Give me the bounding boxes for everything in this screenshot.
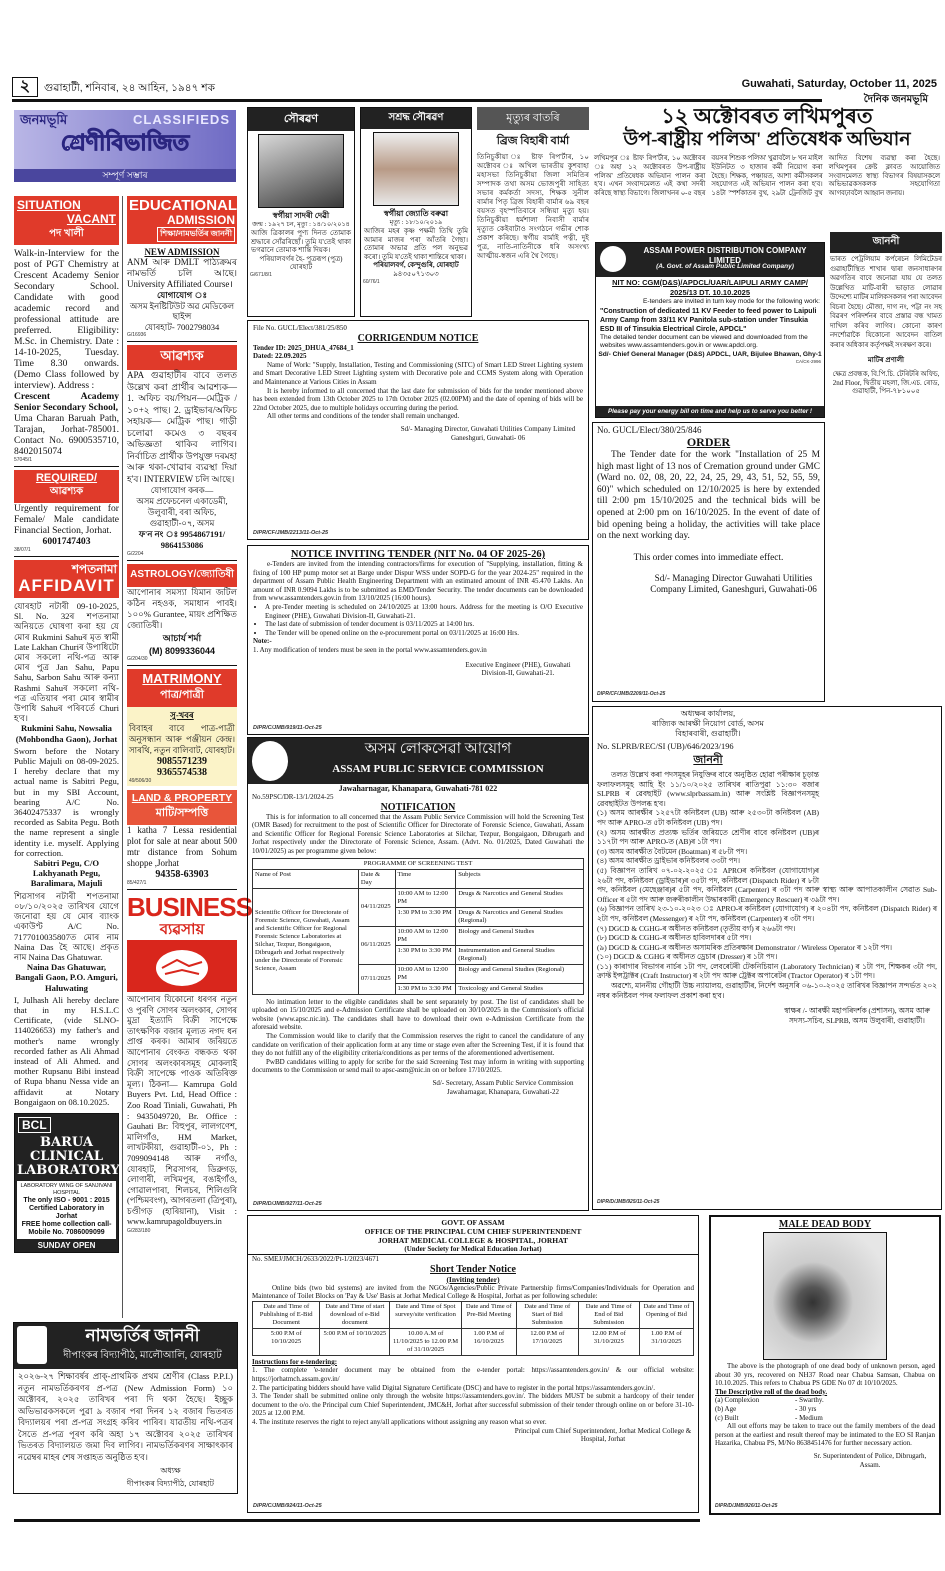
affidavit-h1: শপতনামা: [71, 562, 117, 576]
ad-code: 38/07/1: [14, 547, 31, 553]
bcl-ad: [14, 1113, 119, 1253]
column-header: Date & Day: [358, 869, 395, 888]
ad-code: G/283/180: [127, 1228, 151, 1235]
obituary-2: [360, 107, 472, 317]
subject-cell: Instrumentation and General Studies (Regional): [456, 945, 584, 964]
required-header: [14, 470, 119, 503]
affidavit-signer: Naina Das Ghatuwar, Bangali Gaon, P.O. Amguri, Haluwating: [15, 962, 118, 993]
instructions-title: Instructions for e-tendering:: [252, 1357, 338, 1366]
affidavit-signer: Rukmini Sahu, Nowsalia (Mohbondha Gaon), Jorhat: [15, 723, 118, 744]
table-row: [253, 1301, 694, 1328]
recruitment-item: (৩) অসম আৰক্ষীত বৈটমেন (Boatman) ৰ ৫৮টা পদ।: [597, 846, 748, 856]
ad-code: G/16936: [127, 332, 147, 338]
column-header: Time: [395, 869, 456, 888]
aboshyak-phone: ফ'ন নং ঃ 9954867191/ 9864153086: [138, 529, 226, 550]
apsc-body: This is for information to all concerned that the Assam Public Service Commission will hold the Screening Test (OMR Based) for recruitment to the post of Scientific Officer for Directorate of Forensic Science, Guwahati, Assam and Scientific Officer for Regional Forensic Science Laboratories at Silchar, Tezpur, Bongaigaon, Dibrugarh and Jorhat respectively under the Directorate of Forensic Science, Assam. (Advt. No. 01/2025, Dated Guwahati the 10/01/2025) as per programme given below:: [252, 812, 584, 855]
obituary-signer: পৰিয়ালবৰ্গৰ হৈ- পুত্ৰৰূপ (পুত্ৰ) যোৰহাট: [259, 254, 343, 272]
time-cell: 10:00 AM to 12:00 PM: [395, 926, 456, 945]
situation-h2: VACANT: [66, 212, 116, 226]
notification-heading: NOTIFICATION: [380, 801, 456, 813]
aboshyak-header: আৱশ্যক: [127, 345, 237, 370]
school-logo-icon: [17, 1326, 47, 1364]
work-name: Name of Work: "Supply, Installation, Testing and Commissioning (SITC) of Smart LED Street Lighting system and Smart Decorative LED Street Lighting system with Decorative pole and CCMS System along with Operation and Maintenance at Various Cities in Assam: [253, 360, 583, 386]
office-label: অধ্যক্ষৰ কাৰ্যালয়,: [680, 709, 736, 718]
nit-body: e-Tenders are invited from the intending contractors/firms for execution of "Supplying, installation, fitting & fixing of 100 HP pump motor set at Barge under Dispur WSS under SOPD-G for the year 2024-25" required in the department of Assam Public Health Engineering Department with an estimated amount of INR 45.470 Lakhs. An amount of INR 0.9094 Lakhs is to be submitted as EMD/Tender Security. The tender documents can be downloaded from www.assamtenders.gov.in from 13/10/2025 (16:00 hours).: [253, 560, 583, 603]
column-header: Date and Time of Spot survey/site verification: [390, 1301, 461, 1328]
astrology-header: ASTROLOGY/জ্যোতিষী: [127, 564, 237, 587]
bcl-logo: BCL: [18, 1117, 51, 1133]
notice-body: The above is the photograph of one dead body of unknown person, aged about 30 yrs, recovered on NH37 Road near Chabua Samsan, Chabua on 10.10.2025. This refers to Chabua PS GDE No 07 dt 10/10/2025.: [715, 1362, 935, 1388]
admission-header: [14, 1323, 237, 1369]
slprb-body: তলত উল্লেখ কৰা পদসমূহৰ নিযুক্তিৰ বাবে অনুষ্ঠিত হোৱা পৰীক্ষাৰ চূড়ান্ত ফলাফলসমূহ আহি ইং ১১/১০/২০২৫ তাৰিখৰ ৰাতিপুৱা ১১:৩০ বজাৰ SLPRB ৰ ৱেবছাইট (www.slprbassam.in) আৰু সংশ্লিষ্ট বিজ্ঞাপনসমূহ ৱেবছাইটত উপলব্ধ হ'ব।: [597, 770, 819, 808]
astrology-body: আপোনাৰ সমস্যা যিমান জটিল কঠিন নহওক, সমাধান পাবই। ১০০% Gurantee, মায়ং প্ৰশিক্ষিত জ্যোতিষী।: [127, 587, 237, 630]
slprb-notice: [592, 706, 942, 1210]
matrimony-h1: MATRIMONY: [142, 671, 222, 686]
apdcl-nit-number: NIT NO: CGM(D&S)/APDCL/UAR/LAIPULI ARMY CAMP/ 2025/13 DT. 10.10.2025: [612, 278, 808, 297]
affidavit-item: যোৰহাট নটাৰী 09-10-2025, Sl. No. 32ৰ শপতনামা অনিয়তে ঘোষণা কৰা হয় যে মোৰ Rukmini Sahuৰ মৃত স্বামী Late Lakhan Churiৰ উপাধিটো মোৰ সকলো নথি-পত্ৰ আৰু মোৰ পুত্ৰ Jan Sahu, Papu Sahu, Sarbon Sahu আৰু কন্যা Rashmi Sahuৰ সকলো নথি-পত্ৰ এতিয়াৰ পৰা মোৰ স্বামীৰ উপাধি Sahuৰ পৰিবৰ্তে Churi হ'ব।: [14, 601, 119, 724]
obituary-body: আজি ত্ৰিকালৰ পুণ্য দিনত তোমাক শ্ৰদ্ধাৰে সোঁৱৰিছোঁ। তুমি য'তেই থাকা ভগৱানে তোমাক শান্তি দিয়ক।: [251, 229, 351, 255]
dipr-code: DIPR/C/JMB/919/11-Oct-25: [253, 725, 322, 731]
affidavit-header: [14, 560, 119, 598]
apsc-address: Jawaharnagar, Khanapara, Guwahati-781 022: [338, 784, 498, 793]
table-row: [253, 888, 584, 907]
header-date-assamese: গুৱাহাটী, শনিবাৰ, ২৪ আহিন, ১৯৪৭ শক: [44, 82, 215, 94]
ad-code: CA/CK-2996: [795, 359, 821, 364]
classifieds-banner: [14, 110, 236, 182]
recruitment-item: (৬) বিজ্ঞাপন তাৰিখ ২৩-১০-২০২৩ ঃ APRO-ৰ কনিষ্টবল (যোগাযোগ) ৰ ২০৪টা পদ, কনিষ্টবল (Dispatch Rider) ৰ ২টা পদ, কনিষ্টবল (Messenger) ৰ ২টা পদ, কনিষ্টবল (Carpenter) ৰ ৩টা পদ।: [597, 904, 937, 923]
schedule-cell: 1.00 P.M of 16/10/2025: [461, 1328, 516, 1355]
apdcl-signatory: Sd/- Chief General Manager (D&S) APDCL, UAR, Bijulee Bhawan, Ghy-1: [598, 350, 822, 358]
corrigendum-body-2: All other terms and conditions of the tender shall remain unchanged.: [267, 412, 460, 421]
header-date-english: Guwahati, Saturday, October 11, 2025: [741, 78, 937, 90]
nit-notice: [247, 545, 589, 735]
required-h2: আৱশ্যক: [49, 486, 84, 497]
apsc-paragraph: PwBD candidates willing to apply for scribe for the said Screening Test may inform in writing with supporting documents to the Commission or send mail to apsc-asm@nic.in on or before 17/10/2025.: [252, 1057, 584, 1075]
bcl-phone: FREE home collection call- Mobile No. 7086009099: [21, 1220, 112, 1236]
death-news: [477, 107, 589, 317]
instruction-item: 1. The complete 'e-tender document may be obtained from the e-tender portal: https://assamtenders.gov.in/ & our official website: https://jorhatmch.assam.gov.in/: [252, 1366, 694, 1383]
ad-code: 49/506/30: [129, 778, 152, 784]
matrimony-h2: পাত্ৰ/পাত্ৰী: [160, 689, 204, 701]
obituary-dates: মৃত্যু : ১৮/১০/২০১৯: [389, 219, 443, 226]
bcl-sunday-open: SUNDAY OPEN: [37, 1240, 96, 1250]
headline-body: লখিমপুৰ ঃ ষ্টাফ ৰিপ'ৰ্টাৰ, ১০ অক্টোবৰ ঃ অহা ১২ অক্টোবৰত উপ-ৰাষ্ট্ৰীয় পলিঅ' প্ৰতিষেধক অভিযান পালন কৰা হ'ব। এখন সংবাদমেলত এই কথা সদৰী কৰিছে স্বাস্থ্য বিভাগে। জিলাখনৰ ০-৫ বছৰ বয়সৰ শিশুক পলিঅ' খুৱাবলৈ ৮ খন মাইল ইউনিটত ৩ হাজাৰ কৰ্মী নিয়োগ কৰা হৈছে। শিক্ষক, পঞ্চায়ত, আশা কৰ্মীসকলৰ সহযোগত এই অভিযান পালন কৰা হ'ব। ১৪টা স্পৰ্শকাতৰ বুথ, ২৯টা ট্ৰেনজিট বুথ আদিত বিশেষ ব্যৱস্থা কৰা হৈছে। লখিমপুৰৰ ক্ৰেষ্ট ক্লাবত আয়োজিত সংবাদমেলত স্বাস্থ্য বিভাগৰ বিষয়াসকলে অভিভাৱকসকলক সহযোগিতা আগবঢ়াবলৈ আহ্বান জনায়।: [594, 155, 940, 198]
recruitment-item: (১) অসম আৰক্ষীৰ ১২৫৭টা কনিষ্টবল (UB) আৰু ২৫৩০টা কনিষ্টবল (AB) পদ আৰু APRO-ত ৫টা কনিষ্টবল (UB) পদ।: [597, 808, 819, 827]
apdcl-work: "Construction of dedicated 11 KV Feeder to feed power to Laipuli Army Camp from 33/11 KV Panitola sub-station under Tinsukia ESD III of Tinsukia Electrical Circle, APDCL": [600, 307, 817, 333]
situation-h1: SITUATION: [17, 198, 81, 212]
notice-body-2: All out efforts may be taken to trace out the family members of the dead person at the earliest and result thereof may be intimated to the EO SI Ranjan Hazarika, Chabua PS, M/No 8638451476 for further necessary action.: [715, 1422, 935, 1448]
matrimony-title: সু-খবৰ: [170, 710, 194, 720]
bcl-wing: LABORATORY WING OF SANJIVANI HOSPITAL: [20, 1182, 113, 1196]
nit-bullet: • The Tender will be opened online on the e-procurement portal on 03/11/2025 at 16:00 Hrs.: [265, 629, 583, 638]
signatory: Sr. Superintendent of Police, Dibrugarh, Assam.: [813, 1451, 927, 1469]
order-effect: This order comes into immediate effect.: [633, 552, 784, 563]
notice-address: ক্ষেত্ৰ প্ৰবন্ধক, বি.পি.চি. টেৰিটৰি অফিচ, 2nd Floor, দ্বিতীয় মহলা, জি.এচ. ৰোড, গুৱাহাটী, পিন-৭৮১০০৫: [832, 370, 940, 396]
contact-label: যোগাযোগ ঃ: [156, 290, 208, 300]
signatory: Principal cum Chief Superintendent, Jorhat Medical College & Hospital, Jorhat: [514, 1426, 692, 1444]
column-header: Name of Post: [253, 869, 359, 888]
date-cell: 07/11/2025: [358, 964, 395, 994]
schedule-cell: 5:00 P.M of 10/10/2025: [320, 1328, 390, 1355]
subject-cell: Toxicology and General Studies: [456, 983, 584, 994]
recruitment-item: (৭) DGCD & CGHG-ৰ অধীনত কনিষ্টবল (তৃতীয় বৰ্গ) ৰ ২৬৬টা পদ।: [597, 923, 796, 933]
column-divider: [122, 196, 123, 1318]
slprb-body-2: অৱশ্যে, মাননীয় গৌহাটী উচ্চ ন্যায়ালয়, গুৱাহাটীৰ, নিৰ্দেশ অনুসৰি ০৬-১০-২০২৫ তাৰিখৰ বিজ্ঞাপন সন্দৰ্ভত ২০২ নম্বৰ কনিষ্টবল পদৰ ফলাফল প্ৰকাশ কৰা হ'ব।: [597, 981, 937, 1000]
dipr-code: DIPR/D/JMB/926/11-Oct-25: [715, 1503, 778, 1509]
dipr-code: DIPR/CF/JMB/2209/11-Oct-25: [597, 691, 666, 697]
time-cell: 1:30 PM to 3:30 PM: [395, 907, 456, 926]
signatory: Executive Engineer (PHE), Guwahati Division-II, Guwahati-21.: [465, 660, 571, 678]
ad-code: G/671/8/1: [250, 271, 272, 278]
business-h1: BUSINESS: [127, 892, 252, 922]
signatory-title: অধ্যক্ষ: [160, 1466, 181, 1475]
educational-h3: শিক্ষা/নামভৰ্তিৰ জাননী: [157, 227, 235, 242]
roll-row: [715, 1405, 935, 1414]
tender-subtitle: (Inviting tender): [446, 1274, 500, 1284]
page-number: ২: [12, 77, 38, 97]
affidavit-list: [14, 601, 119, 1107]
affidavit-item: Sworn before the Notary Public Majuli on 08-09-2025. I hereby declare that my actual name is Sabitri Pegu, but in my SBI Account, bearing A/C No. 36402475337 is wrongly recorded as Sabita Pegu. Both the name represent a single identity i.e. myself. Applying for correction.: [14, 745, 119, 858]
land-phone: 94358-63903: [155, 869, 209, 880]
bcl-iso: The only ISO - 9001 : 2015 Certified Laboratory in Jorhat: [23, 1196, 110, 1220]
headline-line-2: উপ-ৰাষ্ট্ৰীয় পলিঅ' প্ৰতিষেধক অভিযান: [623, 129, 911, 150]
time-cell: 10:00 AM to 12:00 PM: [395, 964, 456, 983]
office-label: OFFICE OF THE PRINCIPAL CUM CHIEF SUPERINTENDENT: [364, 1227, 582, 1236]
schedule-cell: 10.00 A.M of 11/10/2025 to 12.00 P.M of 31/10/2025: [390, 1328, 461, 1355]
apsc-paragraph: No intimation letter to the eligible candidates shall be sent separately by post. The list of candidates shall be uploaded on 15/10/2025 and e-Admission Certificate shall be uploaded on 30/10/2025 in the Commission's official website (www.apsc.nic.in). The candidates shall have to download their own e-Admission Certificate from the aforesaid website.: [252, 997, 584, 1032]
ad-code: 85/427/1: [127, 880, 147, 886]
handshake-icon: [127, 940, 237, 992]
required-body: Urgently requirement for Female/ Male candidate Financial Section, Jorhat.: [14, 503, 119, 536]
apsc-title-english: ASSAM PUBLIC SERVICE COMMISSION: [332, 763, 544, 775]
aboshyak-contact: [127, 485, 237, 551]
jmch-tender-notice: [247, 1215, 699, 1513]
roll-label: (c) Built: [715, 1413, 739, 1422]
column-1-ads: [14, 196, 119, 1253]
column-header: Date and Time of Start of Bid Submission: [516, 1301, 578, 1328]
educational-h2: ADMISSION: [166, 213, 235, 227]
column-header: Date and Time of start download of e-Bid document: [320, 1301, 390, 1328]
astrology-phone: (M) 8099336044: [148, 646, 216, 656]
school-name: দীপাংকৰ বিদ্যাপীঠ, মালৌআলি, যোৰহাট: [63, 1350, 222, 1361]
signatory: Sd/- Managing Director Guwahati Utilities Company Limited, Ganeshguri, Guwahati-06: [650, 572, 817, 595]
matrimony-header: [127, 669, 237, 707]
reference-number: No. SMEJ/JMCH/2633/2022/Pt-1/2023/4671: [248, 1254, 698, 1264]
obituary-name: স্বৰ্গীয়া জ্যোতি বৰুৱা: [383, 209, 449, 218]
obituary-name: স্বৰ্গীয়া সাদৰী দেৱী: [272, 211, 330, 220]
educational-header: [127, 196, 237, 244]
time-cell: 1:30 PM to 3:30 PM: [395, 983, 456, 994]
land-body: 1 katha 7 Lessa residential plot for sale at near about 500 mtr distance from Sohum shoppe ,Jorhat: [127, 825, 237, 868]
educational-title: NEW ADMISSION: [144, 247, 220, 257]
corrigendum-notice: [247, 320, 589, 540]
dead-body-notice: [709, 1215, 941, 1515]
apsc-title-assamese: অসম লোকসেৱা আয়োগ: [364, 741, 512, 757]
educational-contact: [127, 290, 237, 332]
dated: Dated: 22.09.2025: [253, 352, 307, 361]
recruitment-item: (২) অসম আৰক্ষীত প্ৰত্যক্ষ ভৰ্তিৰ জৰিয়তে শ্ৰেণীৰ বাবে কনিষ্টবল (UB)ৰ ১১৭টা পদ আৰু APRO-ত (AB)ৰ ১টা পদ।: [597, 827, 819, 847]
matrimony-body: বিবাহৰ বাবে পাত্ৰ-পাত্ৰী অনুসন্ধান আৰু পঞ্জীয়ন কেন্দ্ৰ। সাৰথি, নতুন বালিবাট, যোৰহাট।: [129, 723, 235, 755]
order-body: The Tender date for the work "Installation of 25 M high mast light of 13 nos of Cremation ground under GMC (Ward no. 02, 08, 20, 22, 24, 25, 29, 43, 51, 52, 55, 59, 60)" which scheduled on 12/10/2025 is here by extended till 2:00 pm 15/10/2025 and the technical bids will be opened at 2:00 pm on 16/10/2025. In the event of date of bid opening being a holiday, the activities will take place on the next working day.: [597, 450, 820, 542]
board-name: ৰাজ্যিক আৰক্ষী নিয়োগ বোৰ্ড, অসম: [652, 719, 764, 728]
classifieds-sub: সম্পূৰ্ণ সম্ভাৰ: [14, 169, 236, 182]
death-news-body: তিনিচুকীয়া ঃ ষ্টাফ ৰিপ'ৰ্টাৰ, ১০ অক্টোবৰ ঃ অখিল ভাৰতীয় কুশবাহা মহাসভা তিনিচুকীয়া জিলা সমিতিৰ সম্পাদক তথা অসম ভোজপুৰী সাহিত্য সভাৰ কৰ্মকৰ্তা সদস্য, শিক্ষক সুনীল বাৰ্মাৰ পিতৃ ব্ৰিজ বিহাৰী বাৰ্মাৰ ৬৯ বছৰ বয়সত বৃহস্পতিবাৰে সন্ধিয়া মৃত্যু হয়। তিনিচুকীয়া ধৰ্মশালা নিবাসী বাৰ্মাৰ মৃত্যুত কেইবাটাও সংগঠনে গভীৰ শোক প্ৰকাশ কৰিছে। স্বৰ্গীয় বাৰ্মাই পত্নী, দুই পুত্ৰ, নাতি-নাতিনীকে ধৰি অসংখ্য আত্মীয়-স্বজন এৰি থৈ গৈছে।: [477, 153, 589, 260]
reference-number: No.59PSC/DR-13/1/2024-25: [252, 793, 334, 801]
signatory: Sd/- Managing Director, Guwahati Utilities Company Limited Ganeshguri, Guwahati- 06: [400, 424, 576, 442]
admission-title: নামভৰ্তিৰ জাননী: [85, 1326, 200, 1345]
educational-body: ANM আৰু DMLT পাঠ্যক্ৰমৰ নামভৰ্তি চলি আছে। University Affiliated Course।: [127, 257, 237, 289]
time-cell: 10:00 AM to 12:00 PM: [395, 888, 456, 907]
headline-article: [594, 104, 940, 228]
educational-phone: যোৰহাট- 7002798034: [144, 321, 220, 332]
jmch-body: Online bids (two bid systems) are invited from the NGOs/Agencies/Public Private Partnership firms/Companies/Individuals for Operation and Maintenance of Toilet Blocks on 'Pay & Use' Basis at Jorhat Medical College & Hospital, Jorhat as per following schedule:: [252, 1283, 694, 1301]
situation-address: Crescent Academy Senior Secondary School,: [14, 391, 119, 413]
column-header: Date and Time of Opening of Bid: [639, 1301, 693, 1328]
obituary-header: সৌৰৱণ: [248, 108, 354, 131]
business-header: [127, 892, 252, 992]
obituary-photo: [258, 134, 344, 208]
classifieds-bg-text: CLASSIFIEDS: [133, 112, 230, 127]
obituary-signer: পৰিয়ালবৰ্গ, কেন্দুগুৰি, যোৰহাট: [373, 261, 459, 270]
apsc-emblem-icon: [252, 741, 288, 781]
land-details-heading: মাটিৰ প্ৰণালী: [867, 356, 905, 364]
apsc-notice: [247, 737, 589, 1211]
descriptive-roll-title: The Descriptive roll of the dead body.: [715, 1387, 828, 1396]
matrimony-phone: 9365574538: [157, 767, 207, 778]
matrimony-body-box: [127, 707, 237, 786]
instruction-item: 4. The institute reserves the right to reject any/all applications without assigning any reason what so ever.: [252, 1417, 547, 1426]
aboshyak-body: APA গুৱাহাটীৰ বাবে তলত উল্লেখ কৰা প্ৰাৰ্থীৰ আৱশ্যক— 1. অফিচ বয়/পিয়ন—মেট্ৰিক /১০+২ পাছ। 2. ড্ৰাইভাৰ/অফিচ সহায়ক— মেট্ৰিক পাছ। গাড়ী চলোৱা কমেও ৩ বছৰৰ অভিজ্ঞতা থাকিব লাগিব। নিৰ্বাচিত প্ৰাৰ্থীক উপযুক্ত দৰমহা আৰু থকা-খোৱাৰ ব্যৱস্থা দিয়া হ'ব। INTERVIEW চলি আছে।: [127, 370, 237, 484]
roll-value: - Swarthy.: [795, 1396, 824, 1405]
ad-code: G/2204: [127, 551, 144, 557]
column-header: Date and Time of Pre-Bid Meeting: [461, 1301, 516, 1328]
dead-body-photo: [763, 1232, 887, 1360]
corrigendum-title: CORRIGENDUM NOTICE: [357, 332, 479, 344]
column-header: Date and Time of End of Bid Submission: [578, 1301, 639, 1328]
ad-code: 57045/1: [14, 457, 33, 463]
bcl-details: [17, 1181, 116, 1239]
apdcl-header: [596, 243, 824, 277]
notice-header: জাননী: [830, 232, 942, 253]
death-news-header: মৃত্যুৰ বাতৰি: [477, 107, 589, 130]
subject-cell: Biology and General Studies (Regional): [456, 964, 584, 983]
educational-h1: EDUCATIONAL: [129, 197, 238, 214]
order-notice: [592, 422, 825, 702]
situation-body: Walk-in-Interview for the post of PGT Chemistry at Crescent Academy Senior Secondary School. Candidate with good academic record and professional attitude are preferred. Eligibility: M.Sc. in Chemistry. Date : 14-10-2025, Tuesday. Time 8.30 onwards. (Demo Class followed by interview). Address :: [14, 248, 119, 391]
business-body: আপোনাৰ যিকোনো ধৰণৰ নতুন ও পুৰণি সোণৰ অলংকাৰ, সোণৰ মুদ্ৰা ইত্যাদি বিক্ৰী সাপেক্ষে তাৎক্ষণিক বজাৰ মূল্যত নগদ ধন প্ৰাপ্ত কৰক। আমাৰ জৰিয়তে আপোনাৰ বেংকত বন্ধকত থকা সোণৰ অলংকাৰসমূহ মোকলাই বিক্ৰী সাপেক্ষে পাওক অতিৰিক্ত মূল্য। ঠিকনা— Kamrupa Gold Buyers Pvt. Ltd, Head Office : Zoo Road Tiniali, Guwahati, Ph : 9435049720, Br. Office : Gauhati Br: বিহুপুৰ, লালগণেশ, মালিগাঁও, HM Market, লাখটকীয়া, গুৱাহাটী-০১, Ph : 7099094148 আৰু নগাঁও, যোৰহাট, শিৱসাগৰ, ডিব্ৰুগড়, লোণাৰী, লখিমপুৰ, বঙাইগাঁও, গোৱালপাৰা, শিলচৰ, শিলিগুৰি (পশ্চিমবংগ), আগৰতলা (ত্ৰিপুৰা), চণ্ডীগড় (হাৰিয়ানা), Visit : www.kamrupagoldbuyers.in: [127, 995, 237, 1227]
schedule-cell: 12.00 P.M of 31/10/2025: [578, 1328, 639, 1355]
order-title: ORDER: [686, 435, 731, 449]
apdcl-logo-icon: [600, 246, 626, 272]
obituary-photo: [373, 132, 459, 206]
dipr-code: DIPR/D/JMB/927/11-Oct-25: [253, 1201, 322, 1207]
nit-note: 1. Any modification of tenders must be seen in the portal www.assamtenders.gov.in: [253, 645, 487, 654]
column-header: Subjects: [456, 869, 584, 888]
order-number: No. GUCL/Elect/380/25/846: [597, 425, 702, 435]
table-title: PROGRAMME OF SCREENING TEST: [253, 858, 584, 869]
apdcl-intro: E-tenders are invited in turn key mode for the following work:: [642, 298, 820, 305]
recruitment-item: (১০) DGCD & CGHG ৰ অধীনত ড্ৰেচাৰ (Dresser) ৰ ১টা পদ।: [597, 952, 778, 962]
dipr-code: DIPR/CF/JMB/2213/11-Oct-25: [253, 530, 329, 536]
contact-label: যোগাযোগ কৰক—: [150, 485, 214, 495]
matrimony-phone: 9085571239: [157, 756, 207, 767]
required-h1: REQUIRED/: [35, 472, 98, 484]
roll-value: - Medium: [795, 1413, 823, 1422]
deceased-name: ব্ৰিজ বিহাৰী বাৰ্মা: [496, 135, 570, 147]
notice-heading: জাননী: [693, 754, 723, 766]
time-cell: 1:30 PM to 3:30 PM: [395, 945, 456, 964]
apdcl-body: The detailed tender document can be viewed and downloaded from the websites www.assamtenders.gov.in or www.apdcl.org.: [600, 333, 808, 349]
affidavit-item: শিৱসাগৰ নটাৰী শপতনামা ০৮/১০/২০২৫ তাৰিখৰ যোগে জনোৱা হয় যে মোৰ ব্যাংক একাউণ্ট A/C No. 7177010035807ত মোৰ নাম Naina Das হৈ আছে। প্ৰকৃত নাম Naina Das Ghatuwar.: [14, 890, 119, 962]
admission-body: ২০২৬-২৭ শিক্ষাবৰ্ষৰ প্ৰাক্-প্ৰাথমিক প্ৰথম শ্ৰেণীৰ (Class P.P.I.) নতুন নামভৰ্তিকৰণৰ প্ৰ-পত্ৰ (New Admission Form) ১০ অক্টোবৰ, ২০২৫ তাৰিখৰ পৰা দি থকা হৈছে। ইচ্ছুক অভিভাৱকসকলে পুৱা ৯ বজাৰ পৰা দিনৰ ১২ বজাৰ ভিতৰত বিদ্যালয়ৰ পৰা প্ৰ-পত্ৰ সংগ্ৰহ কৰিব পাৰিব। যাৱতীয় নথি-পত্ৰৰ সৈতে প্ৰ-পত্ৰ পূৰণ কৰি অহা ১৭ অক্টোবৰ ২০২৫ তাৰিখৰ ভিতৰত বিদ্যালয়ত জমা দিব লাগিব। নামভৰ্তিকৰণৰ সাক্ষাৎকাৰ নৱেম্বৰ মাহৰ শেষ সপ্তাহত অনুষ্ঠিত হ'ব।: [18, 1371, 233, 1462]
headline-line-1: ১২ অক্টোবৰত লখিমপুৰত: [661, 104, 873, 128]
reference-number: No. SLPRB/REC/SI (UB)/646/2023/196: [597, 742, 734, 751]
screening-test-table: [252, 858, 584, 995]
dipr-code: DIPR/D/JMB/925/11-Oct-25: [597, 1199, 660, 1205]
apdcl-subtitle: (A. Govt. of Assam Public Limited Company): [656, 263, 794, 270]
roll-label: (b) Age: [715, 1404, 737, 1413]
dipr-code: DIPR/C/JMB/924/11-Oct-25: [253, 1503, 322, 1509]
date-cell: 06/11/2025: [358, 926, 395, 964]
signatory: Sd/- Secretary, Assam Public Service Commission Jawaharnagar, Khanapara, Guwahati-22: [432, 1078, 574, 1096]
classifieds-brand: জনমভূমি: [20, 112, 68, 127]
apsc-paragraph: The Commission would like to clarify that the Commission reserves the right to cancel the candidature of any candidate on verification of their application form at any time or stage even after the Screening Test, if it is found that they do not fulfill any of the eligibility criteria/conditions as per terms of the aforementioned advertisement.: [252, 1031, 584, 1058]
signatory-org: দীপাংকৰ বিদ্যাপীঠ, যোৰহাট: [127, 1479, 214, 1488]
govt-label: GOVT. OF ASSAM: [441, 1218, 505, 1227]
affidavit-h2: AFFIDAVIT: [18, 576, 115, 595]
tender-schedule-table: [252, 1301, 694, 1356]
bcl-name: BARUA CLINICAL LABORATORY: [17, 1134, 120, 1178]
header-rule: [12, 99, 822, 102]
situation-address-2: Uma Charan Baruah Path, Tarajan, Jorhat-785001. Contact No. 6900535710, 8402015074: [14, 413, 119, 457]
apdcl-tender: [595, 242, 825, 418]
tender-title: Short Tender Notice: [430, 1263, 516, 1275]
roll-row: [715, 1414, 935, 1423]
obituary-phone: ৯৪৩৫০৭১৩০৩: [393, 269, 439, 278]
obituary-header: সশ্ৰদ্ধ সৌৰৱণ: [361, 108, 471, 129]
roll-value: - 30 yrs: [795, 1404, 817, 1413]
affidavit-signer: Sabitri Pegu, C/O Lakhyanath Pegu, Baralimara, Majuli: [30, 858, 103, 889]
column-2-ads: [127, 196, 252, 1235]
nit-title: NOTICE INVITING TENDER (NIT No. 04 OF 2025-26): [290, 549, 546, 560]
classifieds-title: শ্ৰেণীবিভাজিত: [60, 130, 190, 155]
nit-bullet: • The last date of submission of tender document is 03/11/2025 at 14:00 hrs.: [265, 620, 583, 629]
date-cell: 04/11/2025: [358, 888, 395, 926]
signatory: স্বাক্ষৰ /- আৰক্ষী মহাপৰিদৰ্শক (প্ৰশাসন), অসম আৰু সদস্য-সচিব, SLPRB, অসম উলুবাৰী, গুৱাহাটী।: [784, 1006, 930, 1025]
institution-name: JORHAT MEDICAL COLLEGE & HOSPITAL, JORHAT: [378, 1236, 568, 1245]
file-number: File No. GUCL/Elect/381/25/850: [253, 324, 347, 332]
roll-row: [715, 1396, 935, 1405]
bottom-rule: [14, 1519, 700, 1522]
land-h1: LAND & PROPERTY: [131, 792, 233, 804]
recruitment-item: (৮) DGCD & CGHG-ৰ অধীনত হাবিলদাৰৰ ৫টা পদ।: [597, 933, 752, 943]
nit-note-label: Note:-: [253, 637, 272, 646]
astrology-name: আচাৰ্য শৰ্মা: [162, 633, 202, 643]
nit-bullet: • A pre-Tender meeting is scheduled on 24/10/2025 at 13:00 hours. Address for the meeting is O/O Executive Engineer (PHE), Guwahati Division-II, Guwahati-21.: [265, 603, 583, 620]
subject-cell: Biology and General Studies: [456, 926, 584, 945]
obituary-1: [247, 107, 355, 317]
schedule-cell: 1.00 P.M of 31/10/2025: [639, 1328, 693, 1355]
ad-code: 60/76/1: [363, 278, 380, 285]
notice-body: ভাৰত পেট্ৰলিয়াম কৰ্পৰেচন লিমিটেডৰ গুৱাহাটীস্থিত শাখাৰ দ্বাৰা জনসাধাৰণৰ অৱগতিৰ বাবে জনোৱা যায় যে তলত উল্লেখিত মাটি-বাৰী ভাড়াত লোৱাৰ উদ্দেশ্যে মাটিৰ মালিকসকলৰ পৰা আবেদন বিচৰা হৈছে। মৌজা, দাগ নং, পট্টা নং সহ বিৱৰণ পৰিদৰ্শনৰ বাবে প্ৰস্তাৱ বন্ধ খামত দাখিল কৰিব লাগিব। কোনো কাৰণ নদৰ্শোৱাকৈ যিকোনো আবেদন বাতিল কৰাৰ অধিকাৰ কৰ্তৃপক্ষই সংৰক্ষণ কৰে।: [830, 256, 942, 349]
land-header: [127, 790, 237, 825]
apdcl-footer: Please pay your energy bill on time and help us to serve you better !: [596, 406, 824, 417]
subject-cell: Drugs & Narcotics and General Studies (Regional): [456, 907, 584, 926]
schedule-cell: 12.00 P.M of 17/10/2025: [516, 1328, 578, 1355]
admission-notice: [13, 1322, 238, 1494]
org-name: অসম প্ৰফেচনেল একাডেমী, উলুবাৰী, বৰা অফিচ, গুৱাহাটী-০৭, অসম: [136, 496, 228, 528]
subject-cell: Drugs & Narcotics and General Studies: [456, 888, 584, 907]
tender-id: Tender ID: 2025_DHUA_47684_1: [253, 343, 354, 352]
business-h2: ব্যৱসায়: [159, 921, 205, 938]
situation-vacant-header: [14, 196, 119, 245]
paper-name: দৈনিক জনমভূমি: [861, 94, 931, 106]
apdcl-title: ASSAM POWER DISTRIBUTION COMPANY LIMITED: [643, 246, 807, 265]
institute-name: অসম ইনষ্টিটিউট অৱ মেডিকেল ছাইন্স: [129, 300, 235, 321]
required-phone: 6001747403: [42, 536, 91, 547]
affidavit-item: I, Julhash Ali hereby declare that in my H.S.L.C Certificate, (vide SLNO-114026653) my father's and mother's name wrongly recorded father as Ali Ahmad instead of Ali Ahmed. and mother Rupsanu Bibi instead of Rupa bhanu Nessa vide an affidavit at Notary Bongaigaon on 08.10.2025.: [14, 994, 119, 1107]
recruitment-item: (১১) কাৰাগাৰ বিভাগৰ নাৰ্চৰ ১টা পদ, লেবৰেটৰী টেকনিচিয়ান (Laboratory Technician) ৰ ১টা পদ, শিক্ষকৰ ৩টা পদ, ক্ৰাফ্ট ইন্সট্ৰাক্টৰ (Craft Instructor) ৰ ২টা পদ আৰু ট্ৰেক্টৰ অপাৰেটৰ (Tractor Operator) ৰ ১টা পদ।: [597, 961, 937, 981]
schedule-cell: 5:00 P.M of 10/10/2025: [253, 1328, 320, 1355]
instruction-item: 3. The Tender shall be submitted online only through the website https://assamtenders.gov.in/. The bidders MUST be submit a hardcopy of their tender document to the o/o. the Principal cum Chief Superintendent, JMC&H, Jorhat after successful submission of their tender through online on or before 31-10-2025 at 12.00 P.M.: [252, 1392, 694, 1418]
ad-code: G/204/30: [127, 656, 148, 662]
society-label: (Under Society for Medical Education Jorhat): [404, 1245, 542, 1253]
table-row: [253, 1328, 694, 1355]
column-header: Date and Time of Publishing of E-Bid Document: [253, 1301, 320, 1328]
board-address: বিহাৰবাৰী, গুৱাহাটী।: [675, 729, 741, 738]
instruction-item: 2. The participating bidders should have valid Digital Signature Certificate (DSC) and have to register in the portal https://assamtenders.gov.in/.: [252, 1383, 655, 1392]
obituary-body: আজিৰ মহৰ কৃষ্ণ পক্ষমী তিথি তুমি আমাৰ মাজৰ পৰা আঁতৰি গৈছা। তোমাৰ অভাৱ প্ৰতি পল অনুভৱ কৰো। তুমি য'তেই থাকা শান্তিৰে থাকা।: [364, 227, 468, 261]
obituary-dates: জন্ম : ১৯২৭ চন, মৃত্যু : ১৪/১০/২০১৪: [252, 221, 350, 228]
corrigendum-body: It is hereby informed to all concerned that the last date for submission of bids for the tender mentioned above has been extended from 13th October 2025 to 17th October 2025 (02.00PM) and the date of opening of bids will be 22nd October 2025, due to multiple holidays occurring during the period.: [253, 386, 583, 412]
situation-h3: পদ খালী: [49, 228, 84, 239]
recruitment-item: (৯) DGCD & CGHG-ৰ অধীনত অসামৰিক প্ৰতিৰক্ষাৰ Demonstrator / Wireless Operator ৰ ১২টা পদ।: [597, 942, 893, 952]
recruitment-item: (৫) বিজ্ঞাপন তাৰিখ ০৭-০২-২০২৫ ঃ APROৰ কনিষ্টবল (যোগাযোগ)ৰ ২৬টা পদ, কনিষ্টবল (ড্ৰাইভাৰ)ৰ ৩৫টা পদ, কনিষ্টবল (Dispatch Rider) ৰ ৮টা পদ, কনিষ্টবল (মেছেঞ্জাৰ)ৰ ৫টা পদ, কনিষ্টবল (Carpenter) ৰ ৩টা পদ আৰু স্বাস্থ্য আৰু আপাতকালীন সেৱাত Sub-Officer ৰ ৫টা পদ আৰু জৰুৰীকালীন উদ্ধাৰকাৰী (Emergency Rescuer) ৰ ৩৯টা পদ।: [597, 865, 937, 904]
notice-title: MALE DEAD BODY: [778, 1219, 872, 1230]
post-name-cell: Scientific Officer for Directorate of Forensic Science, Guwahati, Assam and Scientific Officer for Regional Forensic Science Laboratories at Silchar, Tezpur, Bongaigaon, Dibrugarh and Jorhat respectively under the Directorate of Forensic Science, Assam: [253, 888, 359, 994]
land-h2: মাটি/সম্পত্তি: [155, 807, 209, 819]
apsc-header: [248, 738, 588, 784]
recruitment-item: (৪) অসম আৰক্ষীত ড্ৰাইভাৰ কনিষ্টবলৰ ৩৩টা পদ।: [597, 856, 741, 866]
roll-label: (a) Complexion: [715, 1396, 760, 1405]
